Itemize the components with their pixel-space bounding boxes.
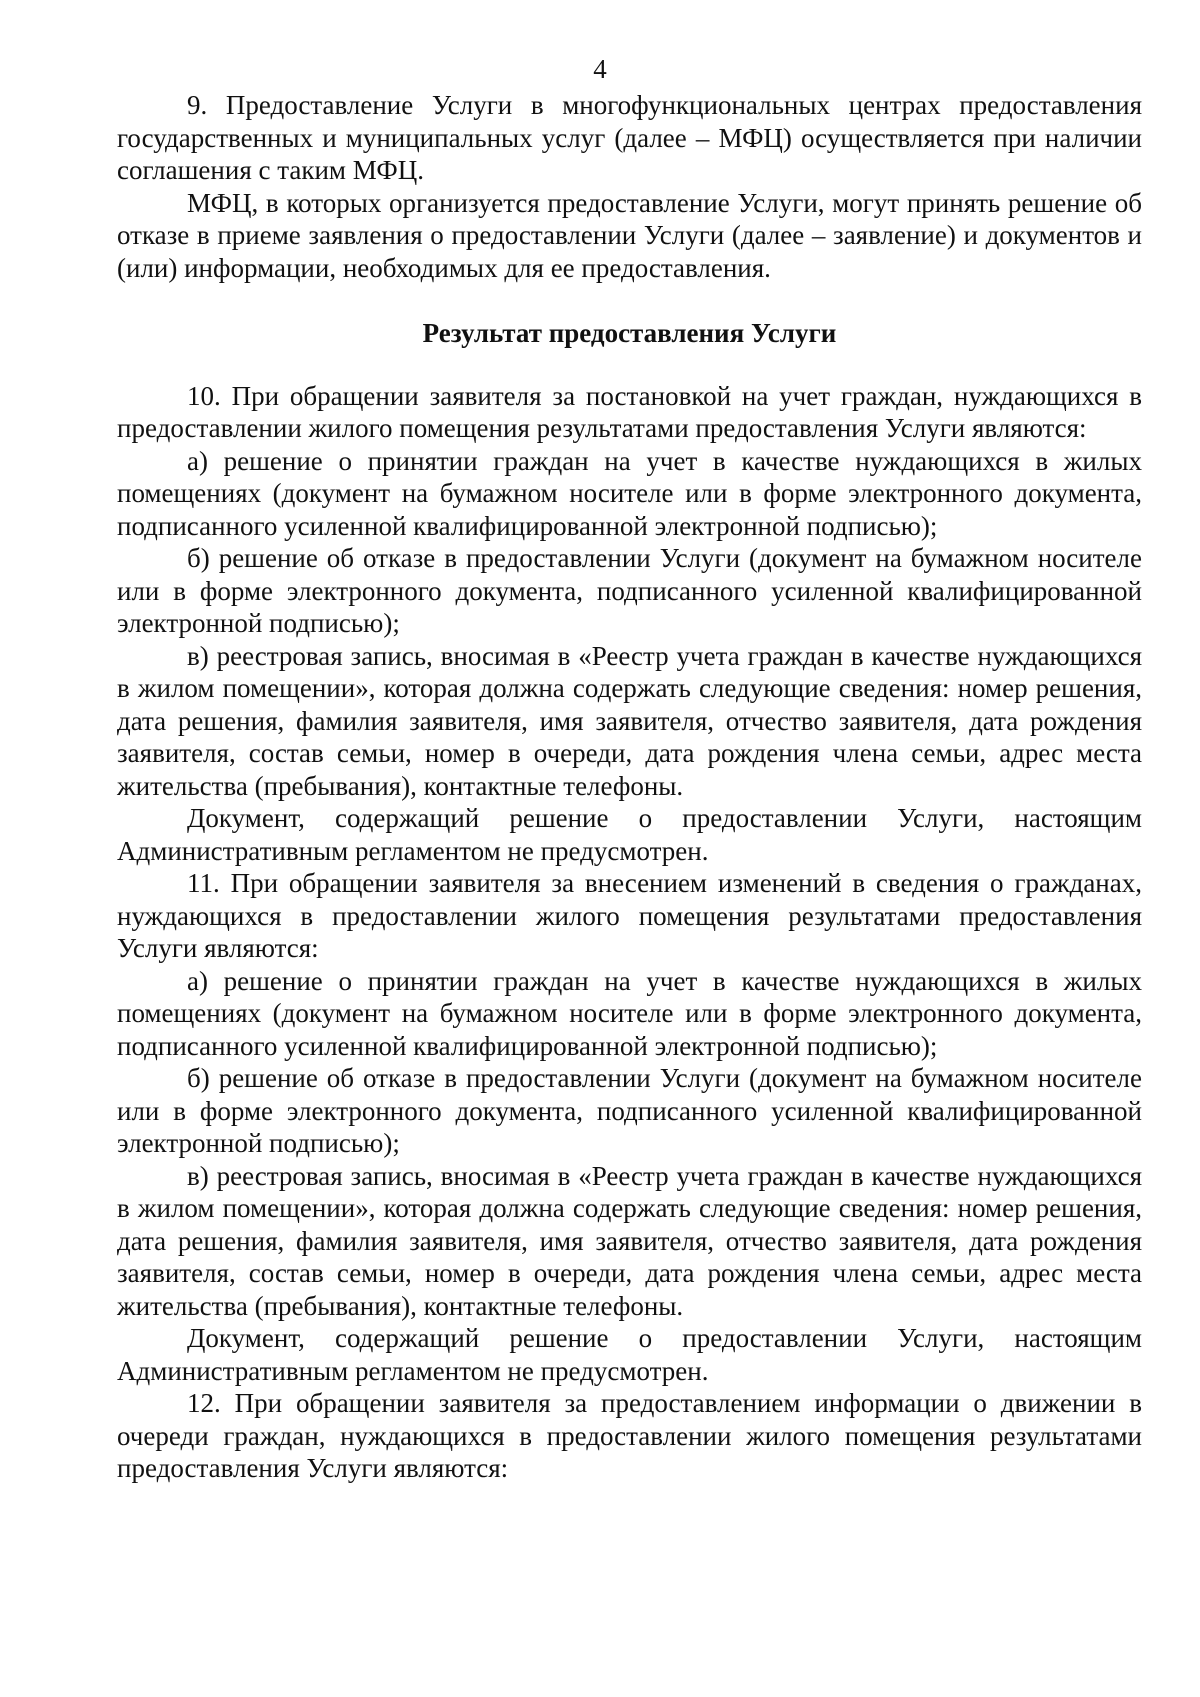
- paragraph-10-v: в) реестровая запись, вносимая в «Реестр учета граждан в качестве нуждающихся в жилом помещении», которая должна содержать следующие сведения: номер решения, дата решения, фамилия заявителя, имя заявителя, отчество заявителя, дата рождения заявителя, состав семьи, номер в очереди, дата рождения члена семьи, адрес места жительства (пребывания), контактные телефоны.: [117, 640, 1142, 801]
- paragraph-11-b: б) решение об отказе в предоставлении Услуги (документ на бумажном носителе или в форме электронного документа, подписанного усиленной квалифицированной электронной подписью);: [117, 1063, 1142, 1158]
- paragraph-10: 10. При обращении заявителя за постановкой на учет граждан, нуждающихся в предоставлении жилого помещения результатами предоставления Услуги являются:: [117, 380, 1142, 443]
- paragraph-11-v: в) реестровая запись, вносимая в «Реестр учета граждан в качестве нуждающихся в жилом помещении», которая должна содержать следующие сведения: номер решения, дата решения, фамилия заявителя, имя заявителя, отчество заявителя, дата рождения заявителя, состав семьи, номер в очереди, дата рождения члена семьи, адрес места жительства (пребывания), контактные телефоны.: [117, 1160, 1142, 1321]
- paragraph-10-note: Документ, содержащий решение о предоставлении Услуги, настоящим Административным регламентом не предусмотрен.: [117, 803, 1142, 866]
- paragraph-12: 12. При обращении заявителя за предоставлением информации о движении в очереди граждан, нуждающихся в предоставлении жилого помещения результатами предоставления Услуги являются:: [117, 1388, 1142, 1483]
- paragraph-11-note: Документ, содержащий решение о предоставлении Услуги, настоящим Административным регламентом не предусмотрен.: [117, 1323, 1142, 1386]
- page-number: 4: [593, 54, 607, 84]
- document-body: [117, 89, 1142, 1485]
- paragraph-10-a: а) решение о принятии граждан на учет в качестве нуждающихся в жилых помещениях (документ на бумажном носителе или в форме электронного документа, подписанного усиленной квалифицированной электронной подписью);: [117, 445, 1142, 541]
- paragraph-mfc-refusal: МФЦ, в которых организуется предоставление Услуги, могут принять решение об отказе в приеме заявления о предоставлении Услуги (далее – заявление) и документов и (или) информации, необходимых для ее предоставления.: [117, 187, 1142, 283]
- section-heading: Результат предоставления Услуги: [422, 318, 837, 348]
- paragraph-10-b: б) решение об отказе в предоставлении Услуги (документ на бумажном носителе или в форме электронного документа, подписанного усиленной квалифицированной электронной подписью);: [117, 543, 1142, 638]
- paragraph-11-a: а) решение о принятии граждан на учет в качестве нуждающихся в жилых помещениях (документ на бумажном носителе или в форме электронного документа, подписанного усиленной квалифицированной электронной подписью);: [117, 965, 1142, 1061]
- paragraph-9: 9. Предоставление Услуги в многофункциональных центрах предоставления государственных и муниципальных услуг (далее – МФЦ) осуществляется при наличии соглашения с таким МФЦ.: [117, 90, 1142, 185]
- paragraph-11: 11. При обращении заявителя за внесением изменений в сведения о гражданах, нуждающихся в предоставлении жилого помещения результатами предоставления Услуги являются:: [117, 868, 1142, 963]
